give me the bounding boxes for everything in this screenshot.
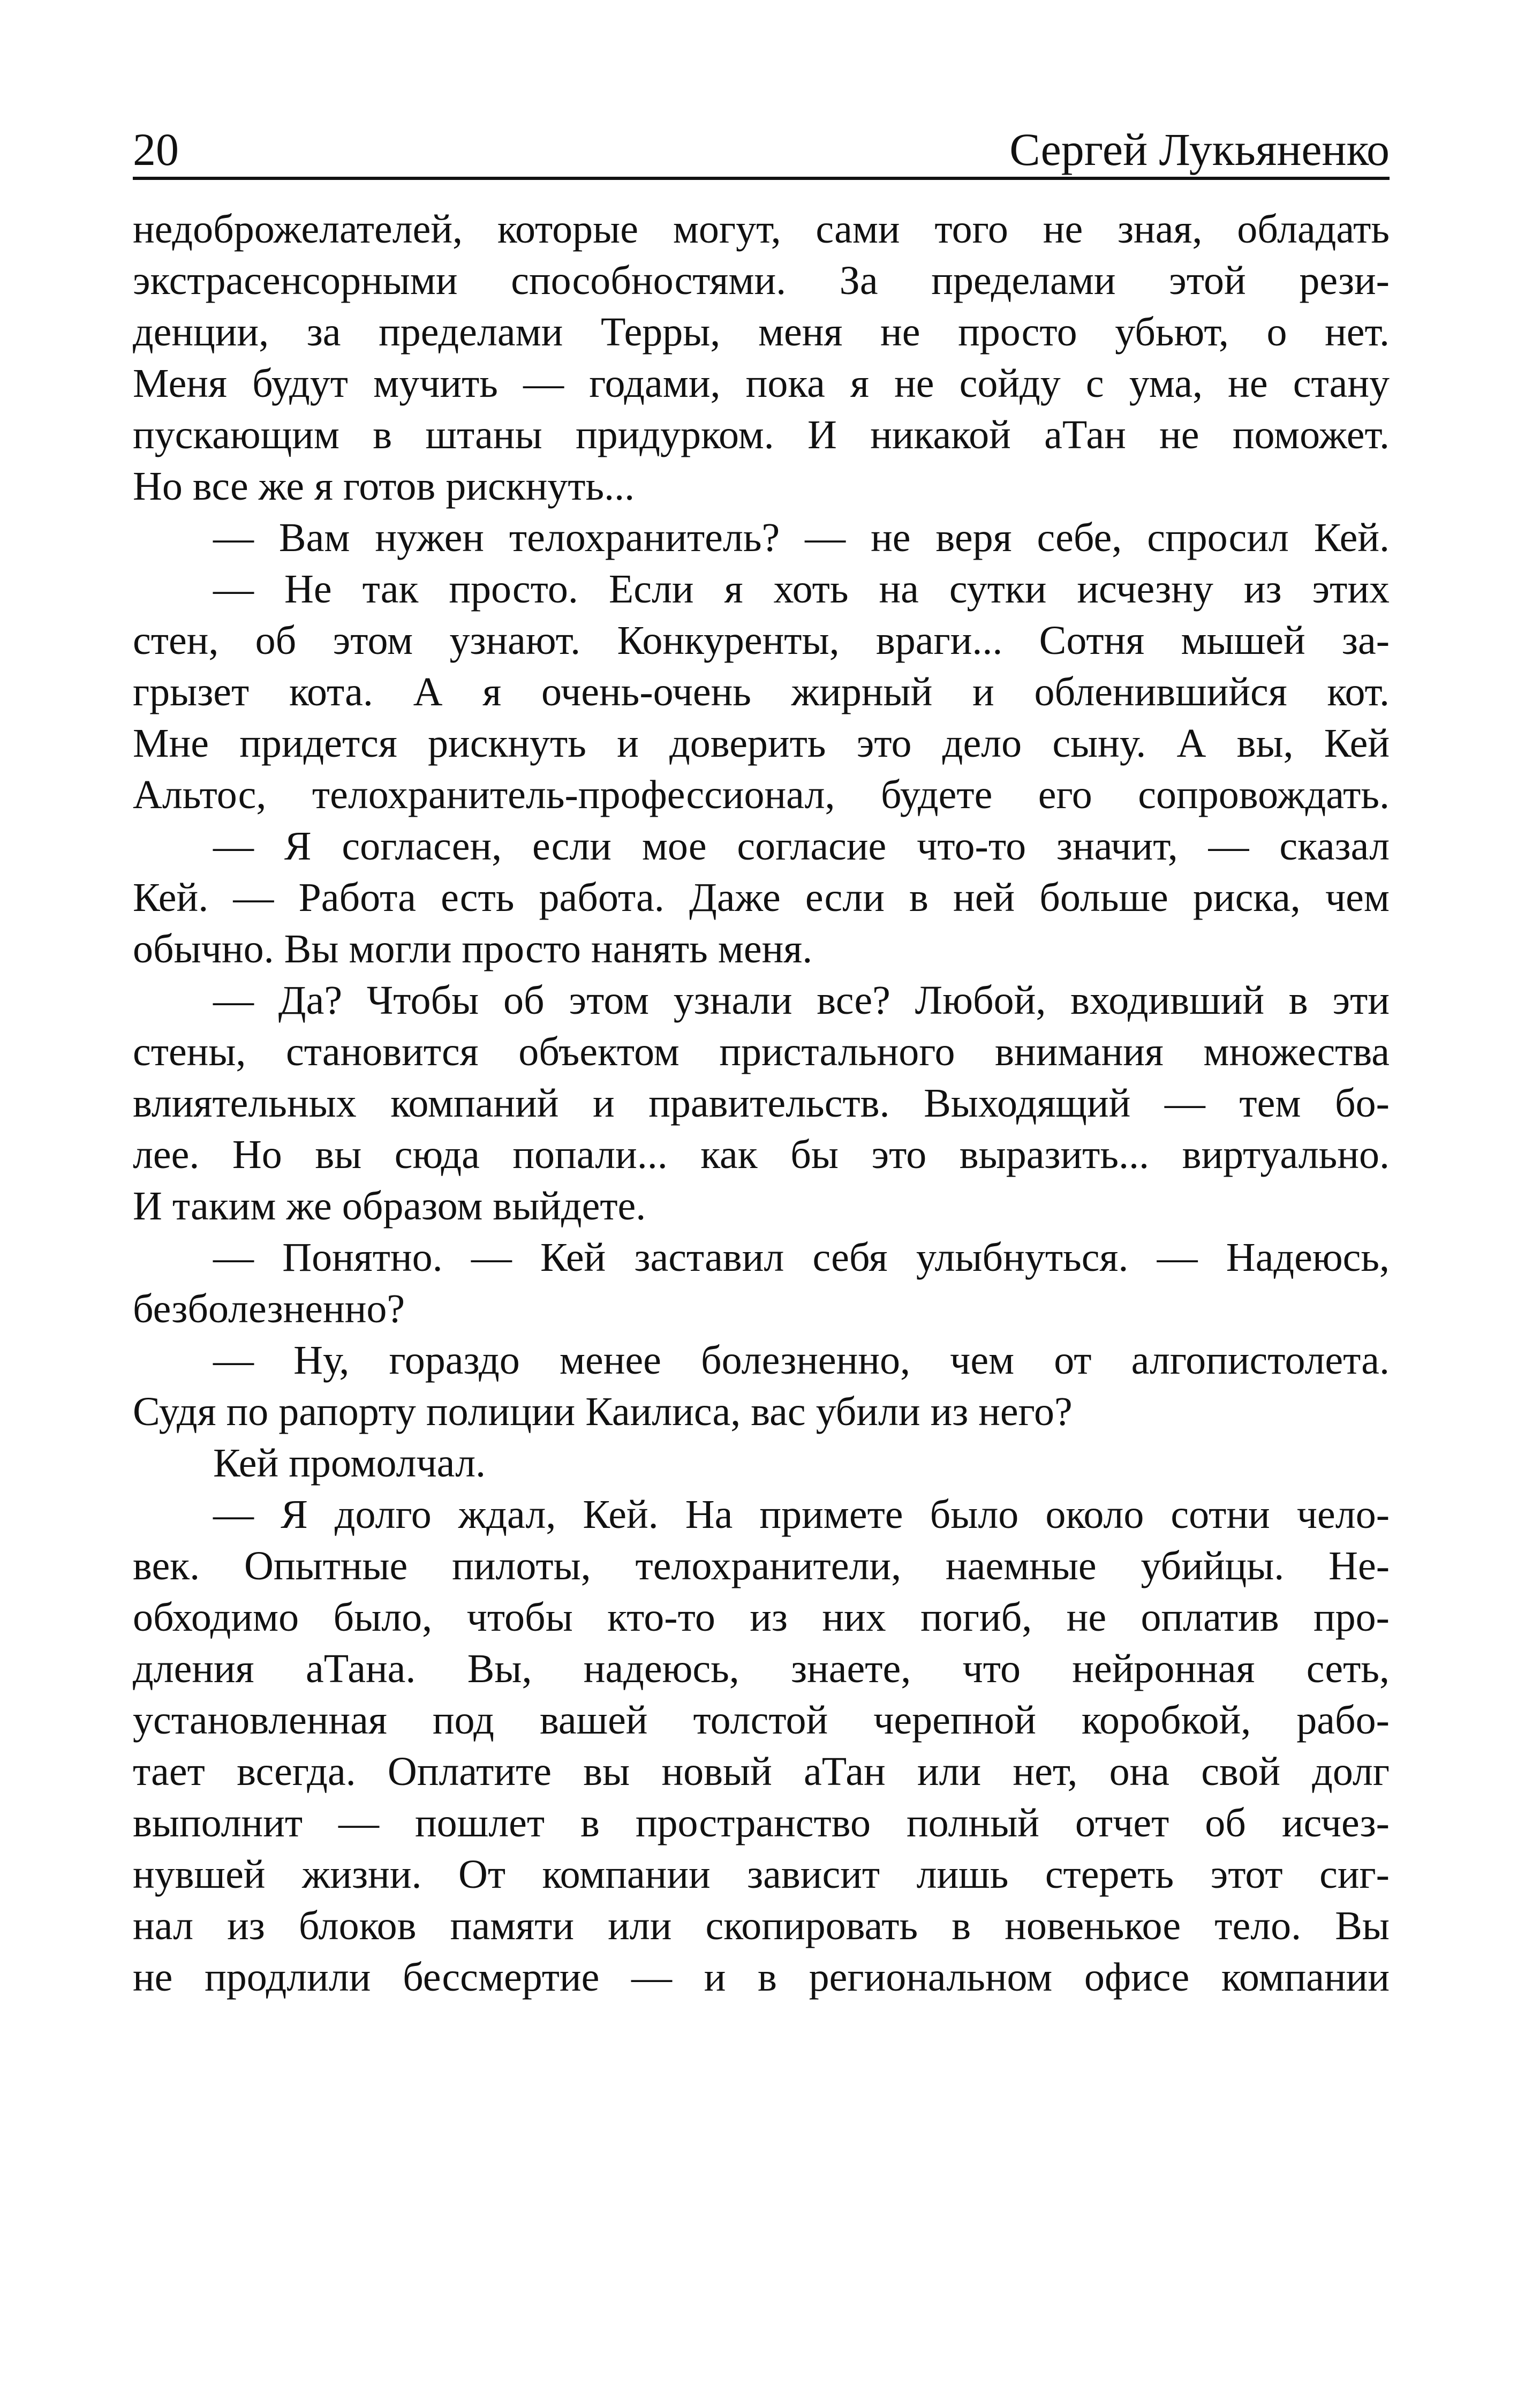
text-line: влиятельных компаний и правительств. Выходящий — тем бо- xyxy=(133,1081,1390,1126)
text-line: Мне придется рискнуть и доверить это дело сыну. А вы, Кей xyxy=(133,721,1390,766)
text-line: — Да? Чтобы об этом узнали все? Любой, входивший в эти xyxy=(213,978,1390,1023)
text-line: грызет кота. А я очень-очень жирный и обленившийся кот. xyxy=(133,669,1390,714)
text-line: — Ну, гораздо менее болезненно, чем от алгопистолета. xyxy=(213,1338,1390,1383)
text-line: Альтос, телохранитель-профессионал, будете его сопровождать. xyxy=(133,772,1390,817)
text-line: дления аТана. Вы, надеюсь, знаете, что нейронная сеть, xyxy=(133,1646,1390,1691)
text-line: — Не так просто. Если я хоть на сутки исчезну из этих xyxy=(213,567,1390,612)
text-line: — Я согласен, если мое согласие что-то значит, — сказал xyxy=(213,824,1390,869)
text-line: Кей. — Работа есть работа. Даже если в ней больше риска, чем xyxy=(133,875,1390,920)
text-line: обходимо было, чтобы кто-то из них погиб, не оплатив про- xyxy=(133,1595,1390,1640)
text-line: безболезненно? xyxy=(133,1286,405,1331)
text-line: денции, за пределами Терры, меня не просто убьют, о нет. xyxy=(133,310,1390,355)
text-line: — Я долго ждал, Кей. На примете было около сотни чело- xyxy=(213,1492,1390,1537)
text-line: нувшей жизни. От компании зависит лишь стереть этот сиг- xyxy=(133,1852,1390,1897)
text-line: Меня будут мучить — годами, пока я не сойду с ума, не стану xyxy=(133,361,1390,406)
text-line: стен, об этом узнают. Конкуренты, враги... Сотня мышей за- xyxy=(133,618,1390,663)
text-line: обычно. Вы могли просто нанять меня. xyxy=(133,926,813,971)
text-line: И таким же образом выйдете. xyxy=(133,1184,646,1229)
page-number: 20 xyxy=(133,124,179,175)
text-line: пускающим в штаны придурком. И никакой аТан не поможет. xyxy=(133,412,1390,457)
text-line: установленная под вашей толстой черепной коробкой, рабо- xyxy=(133,1698,1390,1743)
text-line: Кей промолчал. xyxy=(213,1441,486,1486)
text-line: — Вам нужен телохранитель? — не веря себе, спросил Кей. xyxy=(213,515,1390,560)
text-line: недоброжелателей, которые могут, сами того не зная, обладать xyxy=(133,207,1390,252)
text-line: Судя по рапорту полиции Каилиса, вас убили из него? xyxy=(133,1389,1073,1434)
text-line: выполнит — пошлет в пространство полный отчет об исчез- xyxy=(133,1801,1390,1845)
book-page xyxy=(133,107,1390,2003)
text-line: стены, становится объектом пристального внимания множества xyxy=(133,1029,1390,1074)
book-author: Сергей Лукьяненко xyxy=(1009,124,1390,175)
text-line: не продлили бессмертие — и в региональном офисе компании xyxy=(133,1955,1390,2000)
text-line: — Понятно. — Кей заставил себя улыбнуться. — Надеюсь, xyxy=(213,1235,1390,1280)
body-text xyxy=(133,204,1390,2003)
text-line: нал из блоков памяти или скопировать в новенькое тело. Вы xyxy=(133,1903,1390,1948)
text-line: тает всегда. Оплатите вы новый аТан или нет, она свой долг xyxy=(133,1749,1390,1794)
text-line: Но все же я готов рискнуть... xyxy=(133,464,635,509)
running-head xyxy=(133,107,1390,180)
text-line: экстрасенсорными способностями. За пределами этой рези- xyxy=(133,258,1390,303)
text-line: век. Опытные пилоты, телохранители, наемные убийцы. Не- xyxy=(133,1543,1390,1588)
text-line: лее. Но вы сюда попали... как бы это выразить... виртуально. xyxy=(133,1132,1390,1177)
